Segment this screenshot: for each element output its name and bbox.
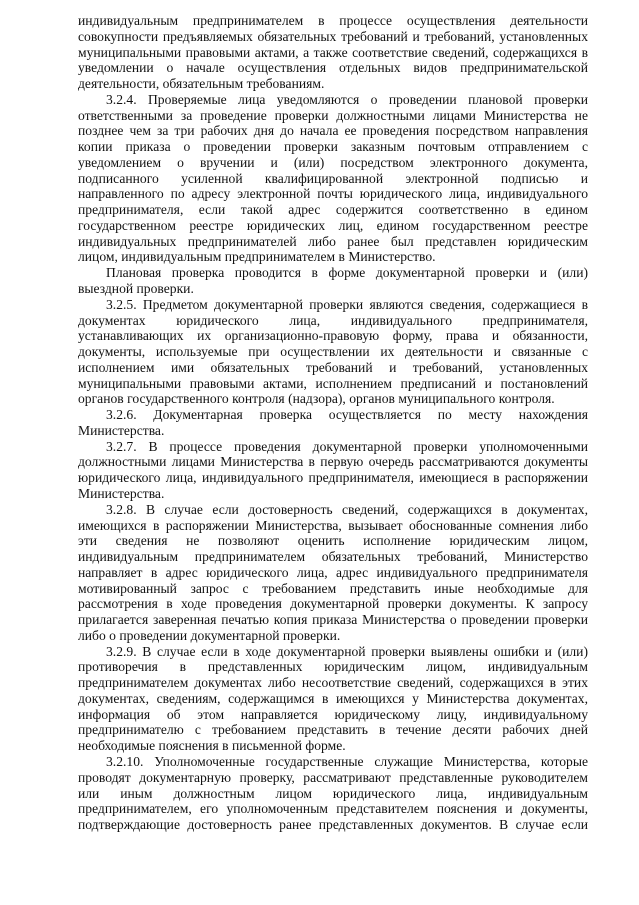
text-line: рассмотрения в ходе проведения документарной проверки документы. К запросу [78,596,588,612]
text-line: муниципальными правовыми актами, а также соответствие сведений, содержащихся в [78,44,588,60]
text-line: совокупности предъявляемых обязательных требований и требований, установленных [78,28,588,44]
text-line: индивидуальным предпринимателем обязательных требований, Министерство [78,549,588,565]
paragraph-first-line: Плановая проверка проводится в форме документарной проверки и (или) [106,265,588,281]
text-line: необходимые пояснения в письменной форме. [78,738,346,754]
text-line: либо о проведении документарной проверки. [78,627,341,643]
text-line: мотивированный запрос с требованием представить иные необходимые для [78,580,588,596]
paragraph-first-line: 3.2.7. В процессе проведения документарной проверки уполномоченными [106,438,588,454]
text-line: лицом, индивидуальным предпринимателем в Министерство. [78,249,436,265]
text-line: предпринимателю с требованием представить в течение десяти рабочих дней [78,722,588,738]
paragraph-first-line: 3.2.9. В случае если в ходе документарной проверки выявлены ошибки и (или) [106,643,588,659]
text-line: документах юридического лица, индивидуального предпринимателя, [78,312,588,328]
document-text [78,13,588,833]
text-line: направляет в адрес юридического лица, адрес индивидуального предпринимателя [78,564,588,580]
text-line: информация об этом направляется юридическому лицу, индивидуальному [78,706,588,722]
text-line: уведомлении о начале осуществления отдельных видов предпринимательской [78,60,588,76]
text-line: должностными лицами Министерства в первую очередь рассматриваются документы [78,454,588,470]
paragraph-first-line: 3.2.6. Документарная проверка осуществляется по месту нахождения [106,407,588,423]
text-line: юридического лица, индивидуального предпринимателя, имеющиеся в распоряжении [78,470,588,486]
text-line: документах, сведениям, содержащимся в имеющихся у Министерства документах, [78,690,588,706]
text-line: направленного по адресу электронной почты юридического лица, индивидуального [78,186,588,202]
text-line: предпринимателем, его уполномоченным представителем пояснения и документы, [78,801,588,817]
text-line: или иным должностным лицом юридического лица, индивидуальным [78,785,588,801]
text-line: уведомлением о вручении и (или) посредством электронного документа, [78,154,588,170]
text-line: предпринимателем документах либо несоответствие сведений, содержащихся в этих [78,675,588,691]
text-line: выездной проверки. [78,281,194,297]
text-line: предпринимателя, если такой адрес содержится соответственно в едином [78,202,588,218]
paragraph-first-line: 3.2.4. Проверяемые лица уведомляются о проведении плановой проверки [106,91,588,107]
text-line: Министерства. [78,485,165,501]
text-line: Министерства. [78,422,165,438]
text-line: позднее чем за три рабочих дня до начала ее проведения посредством направления [78,123,588,139]
text-line: индивидуальным предпринимателем в процессе осуществления деятельности [78,13,588,28]
text-line: документы, используемые при осуществлении их деятельности и связанные с [78,344,588,360]
text-line: имеющихся в распоряжении Министерства, вызывает обоснованные сомнения либо [78,517,588,533]
text-line: подписанного усиленной квалифицированной электронной подписью и [78,170,588,186]
text-line: органов государственного контроля (надзора), органов муниципального контроля. [78,391,555,407]
text-line: эти сведения не позволяют оценить исполнение юридическим лицом, [78,533,588,549]
paragraph-first-line: 3.2.5. Предметом документарной проверки являются сведения, содержащиеся в [106,296,588,312]
paragraph-first-line: 3.2.10. Уполномоченные государственные служащие Министерства, которые [106,753,588,769]
text-line: индивидуальных предпринимателей либо ранее был представлен юридическим [78,233,588,249]
text-line: государственном реестре юридических лиц, едином государственном реестре [78,217,588,233]
paragraph-first-line: 3.2.8. В случае если достоверность сведений, содержащихся в документах, [106,501,588,517]
text-line: прилагается заверенная печатью копия приказа Министерства о проведении проверки [78,612,588,628]
text-line: противоречия в представленных юридическим лицом, индивидуальным [78,659,588,675]
text-line: ответственными за проведение проверки должностными лицами Министерства не [78,107,588,123]
text-line: деятельности, обязательным требованиям. [78,76,325,92]
text-line: исполнением ими обязательных требований и требований, установленных [78,359,588,375]
text-line: копии приказа о проведении проверки заказным почтовым отправлением с [78,139,588,155]
text-line: устанавливающих их организационно-правовую форму, права и обязанности, [78,328,588,344]
text-line: муниципальными правовыми актами, исполнением предписаний и постановлений [78,375,588,391]
text-line: подтверждающие достоверность ранее представленных документов. В случае если [78,817,588,833]
text-line: проводят документарную проверку, рассматривают представленные руководителем [78,769,588,785]
